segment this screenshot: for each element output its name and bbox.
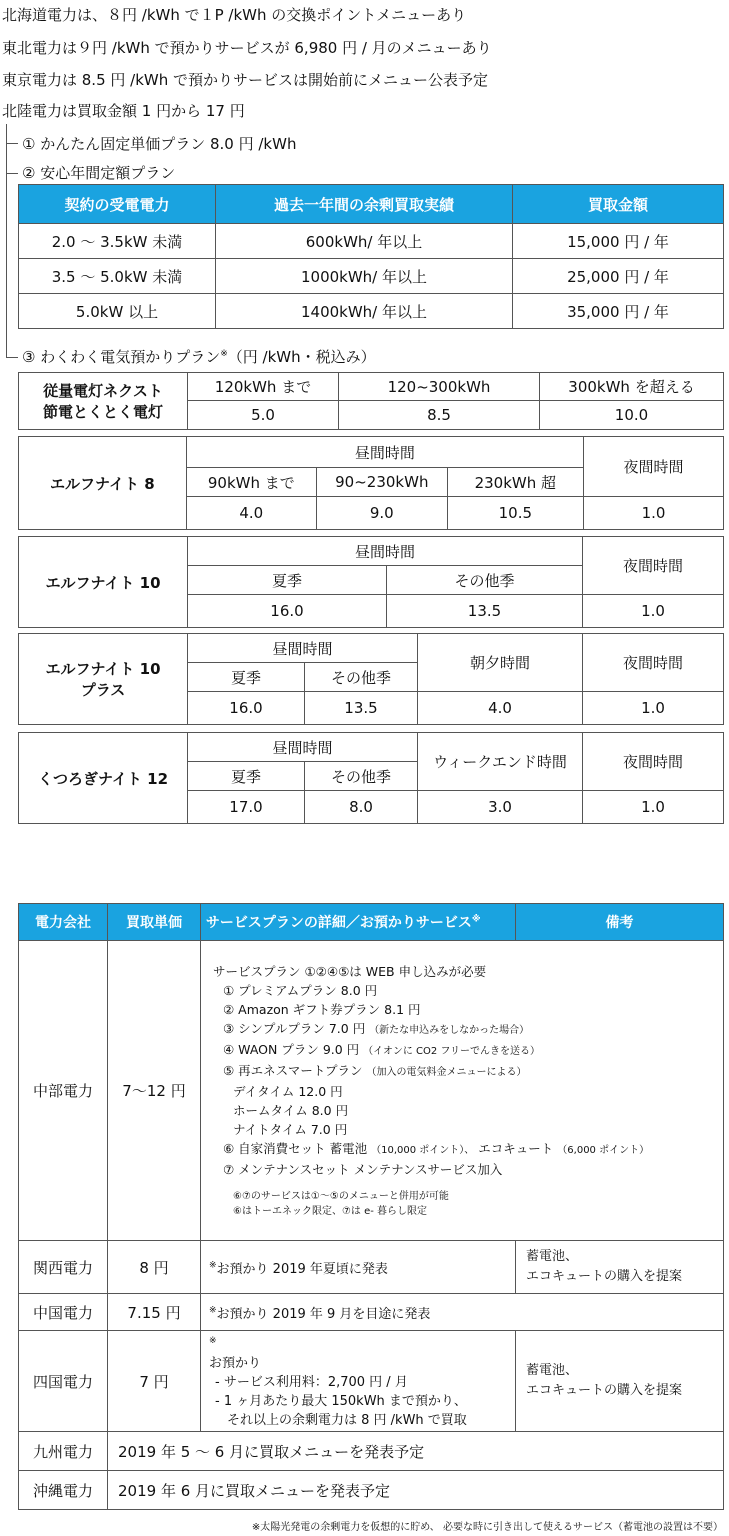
cell: 夏季: [188, 663, 305, 692]
company-chugoku: 中国電力: [19, 1294, 108, 1331]
cell: 1.0: [583, 791, 724, 824]
kutsurogi-table: [18, 732, 724, 824]
cell: 1.0: [583, 595, 724, 628]
table-row: [19, 1241, 724, 1294]
intro-line-tokyo: 東京電力は 8.5 円 /kWh で預かりサービスは開始前にメニュー公表予定: [2, 71, 489, 89]
chugoku-detail: [201, 1294, 724, 1331]
chubu-foot: ⑥はトーエネック限定、⑦は e- 暮らし限定: [233, 1206, 428, 1217]
kutsurogi-name: くつろぎナイト 12: [19, 733, 188, 824]
kansai-detail: [201, 1241, 516, 1294]
mark: ※: [209, 1335, 217, 1346]
cell: 90kWh まで: [186, 468, 316, 497]
cell: 4.0: [418, 692, 583, 725]
cell: その他季: [387, 566, 583, 595]
cell: 90~230kWh: [316, 468, 447, 497]
cell: 5.0: [188, 401, 339, 430]
chubu-line: ナイトタイム 7.0 円: [233, 1122, 348, 1137]
header-price: 買取単価: [108, 904, 201, 941]
elf10plus-name: [19, 634, 188, 725]
table-row: [19, 1432, 724, 1471]
cell: 9.0: [316, 497, 447, 530]
plan2-table: [18, 184, 724, 329]
cell: 3.0: [418, 791, 583, 824]
cell: 5.0kW 以上: [19, 294, 216, 329]
cell: 1400kWh/ 年以上: [216, 294, 513, 329]
price-shikoku: 7 円: [108, 1331, 201, 1432]
cell: 10.5: [447, 497, 583, 530]
cell: 昼間時間: [188, 634, 418, 663]
company-chubu: 中部電力: [19, 941, 108, 1241]
chugoku-detail-text: お預かり 2019 年 9 月を目途に発表: [216, 1306, 431, 1322]
juryo-name: [19, 373, 188, 430]
shikoku-detail: [201, 1331, 516, 1432]
footnote: ※太陽光発電の余剰電力を仮想的に貯め、 必要な時に引き出して使えるサービス（蓄電池の設置は不要）: [251, 1522, 723, 1533]
elf10plus-name-2: プラス: [80, 681, 126, 699]
cell: 夏季: [188, 762, 305, 791]
cell: 230kWh 超: [447, 468, 583, 497]
cell: 昼間時間: [188, 537, 583, 566]
note-line: エコキュートの購入を提案: [526, 1269, 683, 1284]
tree-branch-3: [6, 357, 18, 358]
intro-line-tohoku: 東北電力は９円 /kWh で預かりサービスが 6,980 円 / 月のメニューあり: [2, 39, 492, 57]
cell: 1000kWh/ 年以上: [216, 259, 513, 294]
tree-branch-1: [6, 143, 18, 144]
cell: 17.0: [188, 791, 305, 824]
cell: 2.0 ～ 3.5kW 未満: [19, 224, 216, 259]
cell: 4.0: [186, 497, 316, 530]
table-row: [19, 1471, 724, 1510]
chubu-line: ③ シンプルプラン 7.0 円: [223, 1021, 366, 1036]
mark: ※: [209, 1305, 217, 1316]
chubu-note: （10,000 ポイント）、: [371, 1145, 475, 1156]
cell: 120~300kWh: [339, 373, 540, 401]
table-row: [19, 1331, 724, 1432]
chubu-line: ⑥ 自家消費セット 蓄電池: [223, 1141, 368, 1156]
chubu-detail: [201, 941, 724, 1241]
juryo-name-1: 従量電灯ネクスト: [43, 382, 163, 400]
cell: 15,000 円 / 年: [513, 224, 724, 259]
chubu-note: （加入の電気料金メニューによる）: [366, 1067, 527, 1078]
table-row: [19, 294, 724, 329]
chubu-line: ② Amazon ギフト券プラン 8.1 円: [223, 1002, 421, 1017]
cell: 夜間時間: [583, 437, 723, 497]
cell: 昼間時間: [186, 437, 583, 468]
cell: 1.0: [583, 692, 724, 725]
juryo-name-2: 節電とくとく電灯: [42, 403, 163, 421]
chubu-line: ホームタイム 8.0 円: [233, 1103, 349, 1118]
intro-line-hokuriku: 北陸電力は買取金額 1 円から 17 円: [2, 102, 245, 120]
table-row: [19, 1294, 724, 1331]
cell: 120kWh まで: [188, 373, 339, 401]
header-company: 電力会社: [19, 904, 108, 941]
chubu-line: ① プレミアムプラン 8.0 円: [223, 983, 378, 998]
header-note: 備考: [516, 904, 724, 941]
note-line: エコキュートの購入を提案: [526, 1383, 683, 1398]
price-chubu: 7～12 円: [108, 941, 201, 1241]
table-row: [19, 259, 724, 294]
cell: 夏季: [188, 566, 387, 595]
chubu-note: （6,000 ポイント）: [557, 1145, 650, 1156]
company-shikoku: 四国電力: [19, 1331, 108, 1432]
shikoku-line: - 1 ヶ月あたり最大 150kWh まで預かり、: [215, 1394, 467, 1410]
cell: 1.0: [583, 497, 723, 530]
cell: ウィークエンド時間: [418, 733, 583, 791]
header-mark: ※: [471, 914, 481, 925]
elf10-table: [18, 536, 724, 628]
elf10-name: エルフナイト 10: [19, 537, 188, 628]
cell: その他季: [305, 663, 418, 692]
cell: 300kWh を超える: [540, 373, 724, 401]
note-line: 蓄電池、: [526, 1363, 579, 1378]
plan2-label: ② 安心年間定額プラン: [22, 164, 176, 182]
kansai-detail-text: お預かり 2019 年夏頃に発表: [216, 1261, 388, 1277]
chubu-line: ④ WAON プラン 9.0 円: [223, 1042, 360, 1057]
table-row: [19, 224, 724, 259]
tree-branch-2: [6, 173, 18, 174]
cell: 35,000 円 / 年: [513, 294, 724, 329]
cell: 昼間時間: [188, 733, 418, 762]
cell: 10.0: [540, 401, 724, 430]
company-kyushu: 九州電力: [19, 1432, 108, 1471]
intro-line-hokkaido: 北海道電力は、８円 /kWh で１P /kWh の交換ポイントメニューあり: [2, 6, 467, 24]
cell: 600kWh/ 年以上: [216, 224, 513, 259]
mark: ※: [209, 1260, 217, 1271]
plan1-label: ① かんたん固定単価プラン 8.0 円 /kWh: [22, 135, 297, 153]
cell: 夜間時間: [583, 537, 724, 595]
company-kansai: 関西電力: [19, 1241, 108, 1294]
shikoku-line: それ以上の余剰電力は 8 円 /kWh で買取: [227, 1413, 467, 1429]
chubu-note: エコキュート: [478, 1141, 554, 1156]
cell: 8.5: [339, 401, 540, 430]
elf10plus-name-1: エルフナイト 10: [45, 660, 161, 678]
cell: 朝夕時間: [418, 634, 583, 692]
chubu-foot: ⑥⑦のサービスは①～⑤のメニューと併用が可能: [233, 1191, 449, 1202]
okinawa-text: 2019 年 6 月に買取メニューを発表予定: [108, 1471, 724, 1510]
cell: 25,000 円 / 年: [513, 259, 724, 294]
chubu-line: ⑤ 再エネスマートプラン: [223, 1063, 363, 1078]
chubu-note: （新たな申込みをしなかった場合）: [369, 1025, 530, 1036]
chubu-line: ⑦ メンテナンスセット メンテナンスサービス加入: [223, 1162, 503, 1177]
kyushu-text: 2019 年 5 ～ 6 月に買取メニューを発表予定: [108, 1432, 724, 1471]
plan3-title: ③ わくわく電気預かりプラン: [22, 348, 221, 366]
table-row: [19, 941, 724, 1241]
plan2-header-amount: 買取金額: [513, 185, 724, 224]
chubu-line: デイタイム 12.0 円: [233, 1084, 343, 1099]
juryo-table: [18, 372, 724, 430]
shikoku-note: [516, 1331, 724, 1432]
elf8-table: [18, 436, 724, 530]
cell: 16.0: [188, 595, 387, 628]
header-detail: [201, 904, 516, 941]
cell: その他季: [305, 762, 418, 791]
note-line: 蓄電池、: [526, 1249, 579, 1264]
shikoku-line: お預かり: [209, 1356, 262, 1372]
cell: 8.0: [305, 791, 418, 824]
company-okinawa: 沖縄電力: [19, 1471, 108, 1510]
elf10plus-table: [18, 633, 724, 725]
plan2-header-capacity: 契約の受電電力: [19, 185, 216, 224]
utilities-table: [18, 903, 724, 1510]
chubu-note: （イオンに CO2 フリーでんきを送る）: [363, 1046, 541, 1057]
price-chugoku: 7.15 円: [108, 1294, 201, 1331]
cell: 夜間時間: [583, 634, 724, 692]
chubu-line: サービスプラン ①②④⑤は WEB 申し込みが必要: [213, 964, 487, 979]
plan3-label: [22, 346, 376, 367]
plan3-unit: （円 /kWh・税込み）: [227, 348, 376, 366]
plan3-mark: ※: [220, 349, 228, 359]
cell: 16.0: [188, 692, 305, 725]
header-detail-text: サービスプランの詳細／お預かりサービス: [205, 915, 472, 931]
cell: 3.5 ～ 5.0kW 未満: [19, 259, 216, 294]
cell: 夜間時間: [583, 733, 724, 791]
plan2-header-record: 過去一年間の余剰買取実績: [216, 185, 513, 224]
price-kansai: 8 円: [108, 1241, 201, 1294]
cell: 13.5: [387, 595, 583, 628]
shikoku-line: - サービス利用料：2,700 円 / 月: [215, 1375, 408, 1391]
cell: 13.5: [305, 692, 418, 725]
kansai-note: [516, 1241, 724, 1294]
elf8-name: エルフナイト 8: [19, 437, 187, 530]
